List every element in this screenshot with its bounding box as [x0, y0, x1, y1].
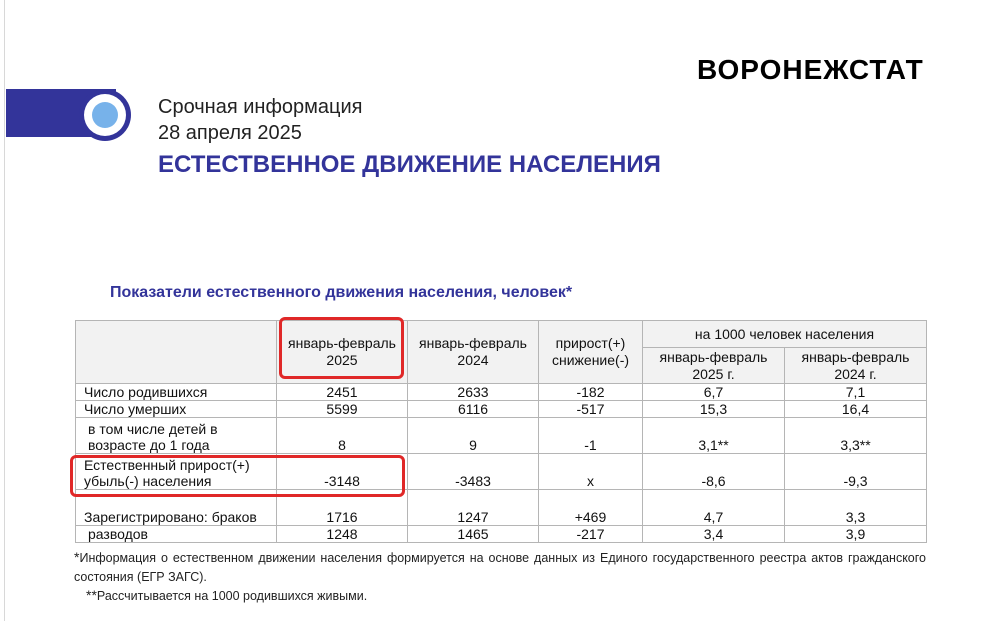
- table-row: [76, 526, 927, 543]
- cell-value: 6116: [408, 401, 539, 418]
- brand-name: ВОРОНЕЖСТАТ: [697, 54, 924, 85]
- table-title: Показатели естественного движения населения, человек*: [110, 284, 573, 301]
- cell-value: -3148: [277, 454, 408, 490]
- table-row: [76, 454, 927, 490]
- col-header-jan-feb-2025: январь-февраль 2025: [277, 321, 408, 384]
- cell-value: 1248: [277, 526, 408, 543]
- col-header-change: прирост(+) снижение(-): [539, 321, 643, 384]
- row-label: Число родившихся: [76, 384, 277, 401]
- cell-value: 1247: [408, 490, 539, 526]
- cell-value: 16,4: [785, 401, 927, 418]
- header-empty-cell: [76, 321, 277, 384]
- cell-value: -217: [539, 526, 643, 543]
- footnote-2-text: Рассчитывается на 1000 родившихся живыми.: [96, 589, 368, 603]
- col-header-per-1000: на 1000 человек населения: [643, 321, 927, 348]
- row-label: Число умерших: [76, 401, 277, 418]
- doc-title: ЕСТЕСТВЕННОЕ ДВИЖЕНИЕ НАСЕЛЕНИЯ: [158, 151, 661, 178]
- col-header-per1000-2024: январь-февраль 2024 г.: [785, 348, 927, 384]
- cell-value: 2633: [408, 384, 539, 401]
- row-label: разводов: [76, 526, 277, 543]
- cell-value: 8: [277, 418, 408, 454]
- table-header-row: [76, 321, 927, 348]
- cell-value: x: [539, 454, 643, 490]
- cell-value: -182: [539, 384, 643, 401]
- doc-type: Срочная информация: [158, 96, 363, 118]
- stats-table: [75, 320, 927, 543]
- cell-value: -8,6: [643, 454, 785, 490]
- cell-value: 5599: [277, 401, 408, 418]
- cell-value: 2451: [277, 384, 408, 401]
- cell-value: 4,7: [643, 490, 785, 526]
- col-header-per1000-2025: январь-февраль 2025 г.: [643, 348, 785, 384]
- cell-value: 3,3**: [785, 418, 927, 454]
- cell-value: -3483: [408, 454, 539, 490]
- cell-value: 1716: [277, 490, 408, 526]
- cell-value: -9,3: [785, 454, 927, 490]
- row-label: Зарегистрировано: браков: [76, 490, 277, 526]
- table-row: [76, 490, 927, 526]
- doc-date: 28 апреля 2025: [158, 122, 302, 144]
- logo-circle-dot: [92, 102, 118, 128]
- col-header-jan-feb-2024: январь-февраль 2024: [408, 321, 539, 384]
- cell-value: +469: [539, 490, 643, 526]
- footnote-1: *Информация о естественном движении населения формируется на основе данных из Единого государственного реестра актов гражданского состояния (ЕГР ЗАГС).: [74, 549, 926, 584]
- cell-value: 1465: [408, 526, 539, 543]
- cell-value: 9: [408, 418, 539, 454]
- cell-value: -1: [539, 418, 643, 454]
- cell-value: 3,4: [643, 526, 785, 543]
- row-label: в том числе детей в возрасте до 1 года: [76, 418, 277, 454]
- cell-value: 3,1**: [643, 418, 785, 454]
- footnote-2: **Рассчитывается на 1000 родившихся живыми.: [86, 587, 368, 603]
- footnote-1-text: Информация о естественном движении населения формируется на основе данных из Единого государственного реестра актов гражданского состояния (ЕГР ЗАГС).: [74, 551, 926, 584]
- page-edge-line: [4, 0, 5, 621]
- cell-value: 15,3: [643, 401, 785, 418]
- cell-value: 3,3: [785, 490, 927, 526]
- cell-value: 7,1: [785, 384, 927, 401]
- table-row: [76, 418, 927, 454]
- row-label: Естественный прирост(+) убыль(-) населения: [76, 454, 277, 490]
- table-row: [76, 384, 927, 401]
- cell-value: 6,7: [643, 384, 785, 401]
- cell-value: -517: [539, 401, 643, 418]
- table-row: [76, 401, 927, 418]
- cell-value: 3,9: [785, 526, 927, 543]
